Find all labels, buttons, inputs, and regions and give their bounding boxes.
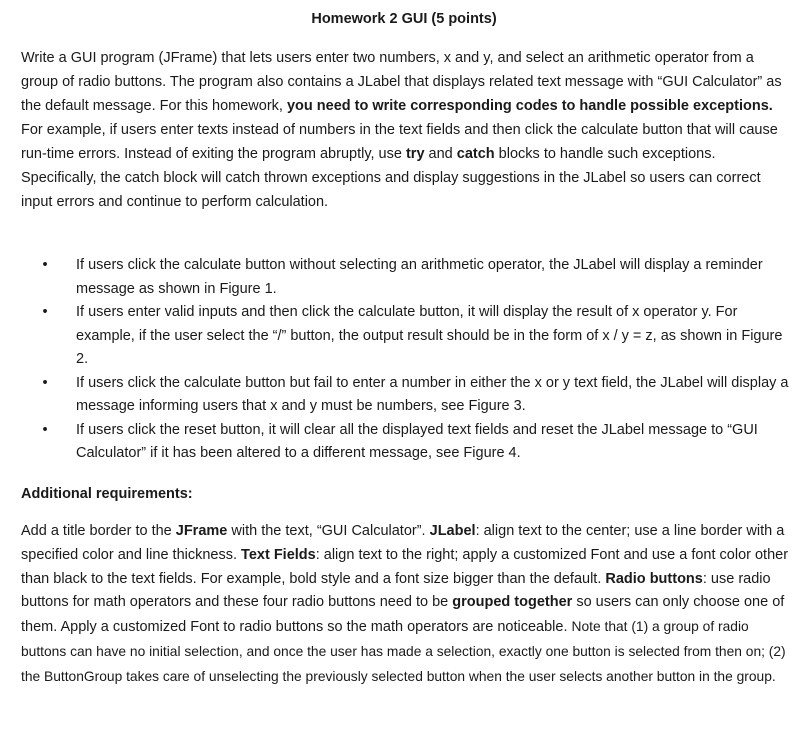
- intro-text-3: and: [424, 146, 457, 162]
- intro-text-1: Write a GUI program (JFrame) that lets users enter two numbers, x and y, and select an arithmetic operator from a group of radio buttons. The program also contains a JLabel that displays related text message with “GUI Calculator” as the default message. For this homework,: [21, 50, 782, 114]
- intro-bold-catch: catch: [456, 146, 495, 162]
- page-title: Homework 2 GUI (5 points): [311, 11, 497, 27]
- bullet-item: [21, 372, 791, 419]
- bullet-icon: •: [42, 304, 48, 320]
- additional-text-1: Add a title border to the: [21, 523, 176, 539]
- bullet-icon: •: [42, 374, 48, 391]
- additional-bold-jlabel: JLabel: [429, 523, 476, 539]
- intro-text-4: blocks to handle such exceptions. Specifically, the catch block will catch thrown exceptions and display suggestions in the JLabel so users can correct input errors and continue to perform calculation.: [21, 146, 761, 210]
- additional-text-6: so users can only choose one of them. Apply a customized Font to radio buttons so the math operators are noticeable.: [21, 594, 785, 636]
- additional-text-2: with the text, “GUI Calculator”.: [227, 523, 430, 539]
- additional-bold-radio-buttons: Radio buttons: [605, 570, 703, 587]
- bullet-text: If users enter valid inputs and then click the calculate button, it will display the result of x operator y. For example, if the user select the “/” button, the output result should be in the form of x / y = z, as shown in Figure 2.: [76, 304, 783, 367]
- requirements-bullet-list: [21, 254, 791, 466]
- intro-bold-try: try: [405, 146, 425, 162]
- additional-bold-grouped-together: grouped together: [452, 594, 573, 611]
- additional-text-3: : align text to the center; use a line border with a specified color and line thickness.: [21, 523, 785, 563]
- additional-text-5: : use radio buttons for math operators and these four radio buttons need to be: [21, 570, 771, 611]
- additional-bold-jframe: JFrame: [175, 523, 228, 539]
- bullet-icon: •: [42, 421, 48, 438]
- intro-paragraph: [21, 46, 791, 214]
- bullet-text: If users click the calculate button without selecting an arithmetic operator, the JLabel will display a reminder message as shown in Figure 1.: [76, 257, 763, 297]
- bullet-item: [21, 301, 791, 372]
- additional-requirements-paragraph: [21, 520, 791, 690]
- bullet-item: [21, 419, 791, 466]
- additional-text-4: : align text to the right; apply a customized Font and use a font color other than black to the text fields. For example, bold style and a font size bigger than the default.: [21, 546, 789, 587]
- intro-text-2: For example, if users enter texts instead of numbers in the text fields and then click the calculate button that will cause run-time errors. Instead of exiting the program abruptly, use: [21, 122, 778, 162]
- intro-bold-exceptions: you need to write corresponding codes to handle possible exceptions.: [286, 98, 773, 114]
- bullet-text: If users click the reset button, it will clear all the displayed text fields and reset the JLabel message to “GUI Calculator” if it has been altered to a different message, see Figure 4.: [76, 421, 758, 461]
- additional-text-7: Note that (1) a group of radio buttons can have no initial selection, and once the user has made a selection, exactly one button is selected from then on; (2) the ButtonGroup takes care of unselecting the previously selected button when the user selects another button in the group.: [21, 619, 786, 684]
- bullet-icon: •: [42, 257, 48, 273]
- additional-bold-text-fields: Text Fields: [241, 546, 316, 563]
- additional-requirements-heading: Additional requirements:: [21, 486, 193, 502]
- bullet-text: If users click the calculate button but fail to enter a number in either the x or y text field, the JLabel will display a message informing users that x and y must be numbers, see Figure 3.: [76, 374, 789, 414]
- bullet-item: [21, 254, 791, 301]
